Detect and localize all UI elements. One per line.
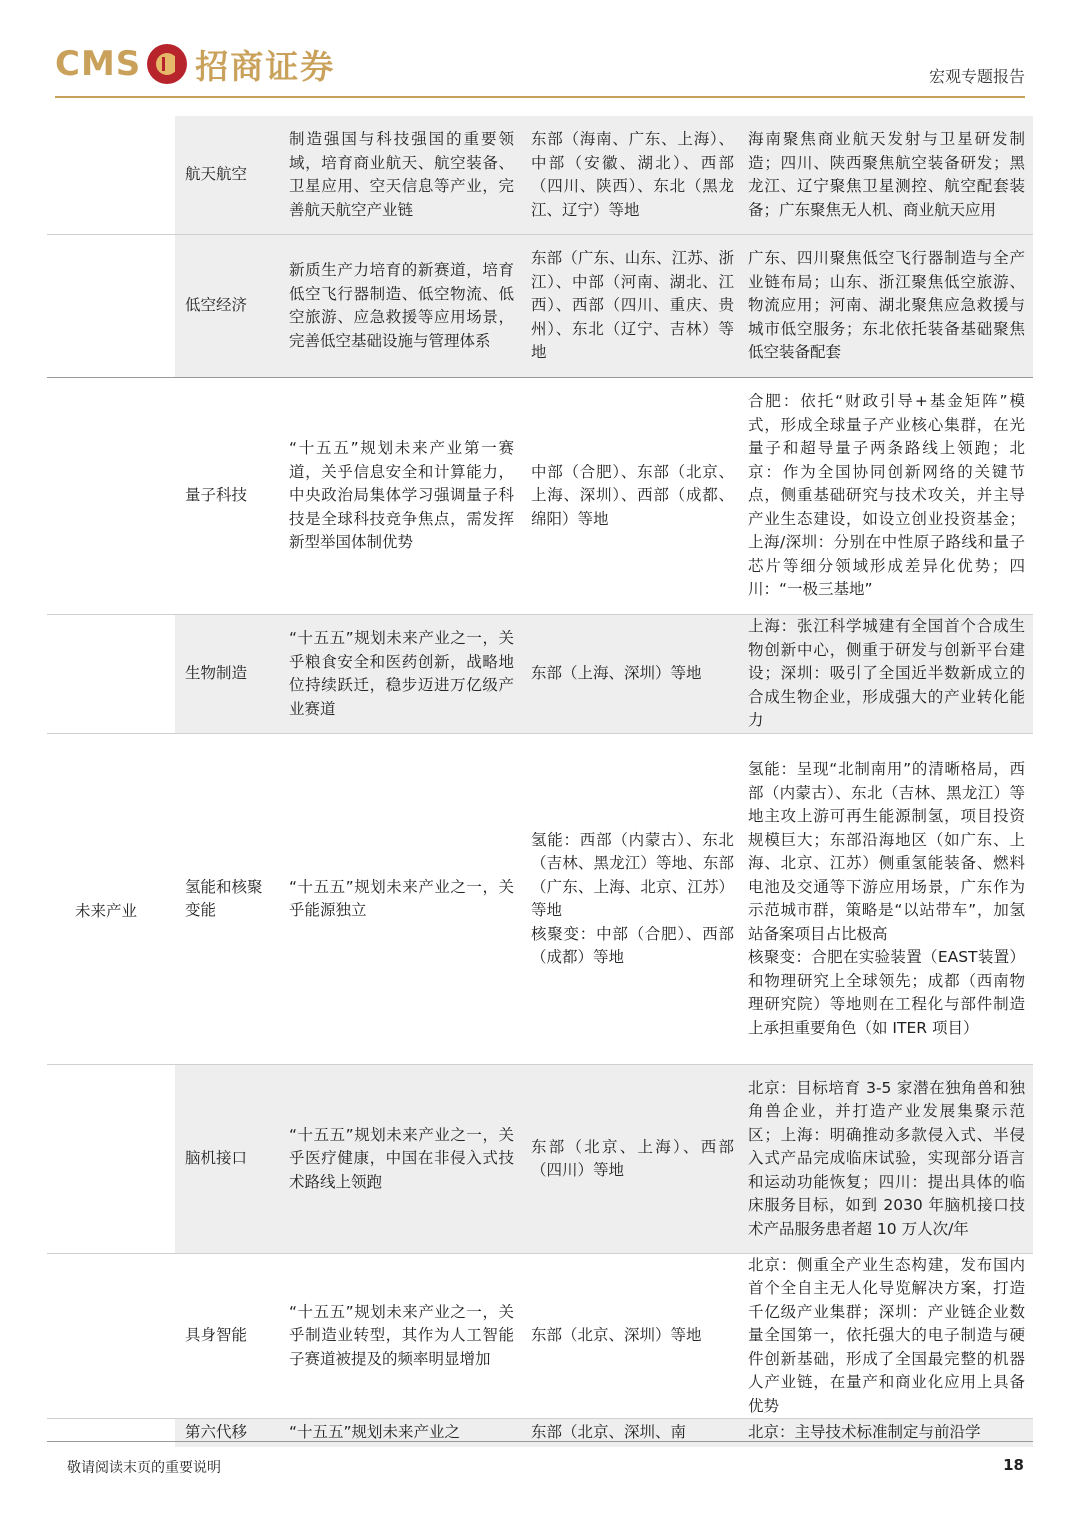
industry-name: 航天航空 [175,116,276,234]
table-row [47,1065,1033,1254]
industry-name: 生物制造 [175,615,276,733]
cms-logo [55,42,335,86]
industry-table [47,116,1033,1447]
category-cell [47,734,175,1064]
category-cell [47,1254,175,1418]
industry-region: 中部（合肥）、东部（北京、上海、深圳）、西部（成都、绵阳）等地 [531,462,734,528]
industry-region: 东部（北京、深圳）等地 [531,1326,702,1345]
table-row [47,734,1033,1065]
industry-name: 低空经济 [175,235,276,377]
table-row [47,116,1033,235]
industry-description: 新质生产力培育的新赛道，培育低空飞行器制造、低空物流、低空旅游、应急救援等应用场景，完善低空基础设施与管理体系 [276,235,520,377]
industry-region: 东部（上海、深圳）等地 [520,615,740,733]
industry-name: 脑机接口 [175,1065,276,1253]
industry-region: 东部（广东、山东、江苏、浙江）、中部（河南、湖北、江西）、西部（四川、重庆、贵州）、东北（辽宁、吉林）等地 [520,235,740,377]
footer-divider [47,1441,1033,1442]
category-cell [47,378,175,614]
industry-description: “十五五”规划未来产业之一，关乎制造业转型，其作为人工智能子赛道被提及的频率明显增加 [289,1302,514,1368]
table-row [47,615,1033,734]
category-cell [47,116,175,234]
industry-description: “十五五”规划未来产业之 [276,1419,520,1447]
industry-description: “十五五”规划未来产业之一，关乎粮食安全和医药创新，战略地位持续跃迁，稳步迈进万亿级产业赛道 [276,615,520,733]
page-number: 18 [1003,1456,1024,1474]
header-divider [55,96,1025,98]
industry-detail: 广东、四川聚焦低空飞行器制造与全产业链布局；山东、浙江聚焦低空旅游、物流应用；河南、湖北聚焦应急救援与城市低空服务；东北依托装备基础聚焦低空装备配套 [740,235,1033,377]
industry-region: 氢能：西部（内蒙古）、东北（吉林、黑龙江）等地、东部（广东、上海、北京、江苏）等地 核聚变：中部（合肥）、西部（成都）等地 [531,830,734,966]
table-row [47,235,1033,377]
category-cell [47,615,175,733]
page-header [55,38,1025,98]
category-cell [47,1419,175,1447]
table-row [47,378,1033,615]
category-label: 未来产业 [75,902,138,920]
industry-detail: 北京：主导技术标准制定与前沿学 [740,1419,1033,1447]
industry-description: “十五五”规划未来产业之一，关乎能源独立 [289,877,514,919]
category-cell [47,235,175,377]
industry-name: 第六代移 [175,1419,276,1447]
industry-name: 具身智能 [185,1326,248,1345]
disclaimer-note: 敬请阅读末页的重要说明 [67,1460,221,1476]
industry-name: 量子科技 [185,486,248,505]
category-cell [47,1065,175,1253]
industry-detail: 海南聚焦商业航天发射与卫星研发制造；四川、陕西聚焦航空装备研发；黑龙江、辽宁聚焦卫星测控、航空配套装备；广东聚焦无人机、商业航天应用 [740,116,1033,234]
industry-detail: 合肥：依托“财政引导+基金矩阵”模式，形成全球量子产业核心集群，在光量子和超导量子两条路线上领跑；北京：作为全国协同创新网络的关键节点，侧重基础研究与技术攻关，并主导产业生态建设，如设立创业投资基金；上海/深圳：分别在中性原子路线和量子芯片等细分领域形成差异化优势；四川：“一极三基地” [748,392,1025,599]
industry-detail: 上海：张江科学城建有全国首个合成生物创新中心，侧重于研发与创新平台建设；深圳：吸引了全国近半数新成立的合成生物企业，形成强大的产业转化能力 [740,615,1033,733]
industry-region: 东部（北京、深圳、南 [520,1419,740,1447]
industry-description: “十五五”规划未来产业第一赛道，关乎信息安全和计算能力，中央政治局集体学习强调量子科技是全球科技竞争焦点，需发挥新型举国体制优势 [289,439,514,552]
industry-region: 东部（海南、广东、上海）、中部（安徽、湖北）、西部（四川、陕西）、东北（黑龙江、辽宁）等地 [520,116,740,234]
industry-name: 氢能和核聚变能 [185,877,263,919]
industry-detail: 氢能：呈现“北制南用”的清晰格局，西部（内蒙古）、东北（吉林、黑龙江）等地主攻上游可再生能源制氢，项目投资规模巨大；东部沿海地区（如广东、上海、北京、江苏）侧重氢能装备、燃料电池及交通等下游应用场景，广东作为示范城市群，策略是“以站带车”，加氢站备案项目占比极高 核聚变：合肥在实验装置（EAST装置）和物理研究上全球领先；成都（西南物理研究院）等地则在工程化与部件制造上承担重要角色（如 ITER 项目） [748,760,1025,1037]
industry-description: 制造强国与科技强国的重要领域，培育商业航天、航空装备、卫星应用、空天信息等产业，完善航天航空产业链 [276,116,520,234]
industry-detail: 北京：侧重全产业生态构建，发布国内首个全自主无人化导览解决方案，打造千亿级产业集群；深圳：产业链企业数量全国第一，依托强大的电子制造与硬件创新基础，形成了全国最完整的机器人产业链，在量产和商业化应用上具备优势 [748,1255,1025,1415]
table-row [47,1419,1033,1447]
industry-detail: 北京：目标培育 3-5 家潜在独角兽和独角兽企业，并打造产业发展集聚示范区；上海：明确推动多款侵入式、半侵入式产品完成临床试验，实现部分语言和运动功能恢复；四川：提出具体的临床服务目标，如到 2030 年脑机接口技术产品服务患者超 10 万人次/年 [740,1065,1033,1253]
table-row [47,1254,1033,1419]
industry-description: “十五五”规划未来产业之一，关乎医疗健康，中国在非侵入式技术路线上领跑 [276,1065,520,1253]
logo-emblem-icon [147,44,187,84]
report-type: 宏观专题报告 [928,67,1025,86]
logo-cms-text: CMS [55,44,142,84]
logo-cn-text: 招商证券 [195,46,336,86]
future-industry-group [47,378,1033,1447]
industry-region: 东部（北京、上海）、西部（四川）等地 [520,1065,740,1253]
